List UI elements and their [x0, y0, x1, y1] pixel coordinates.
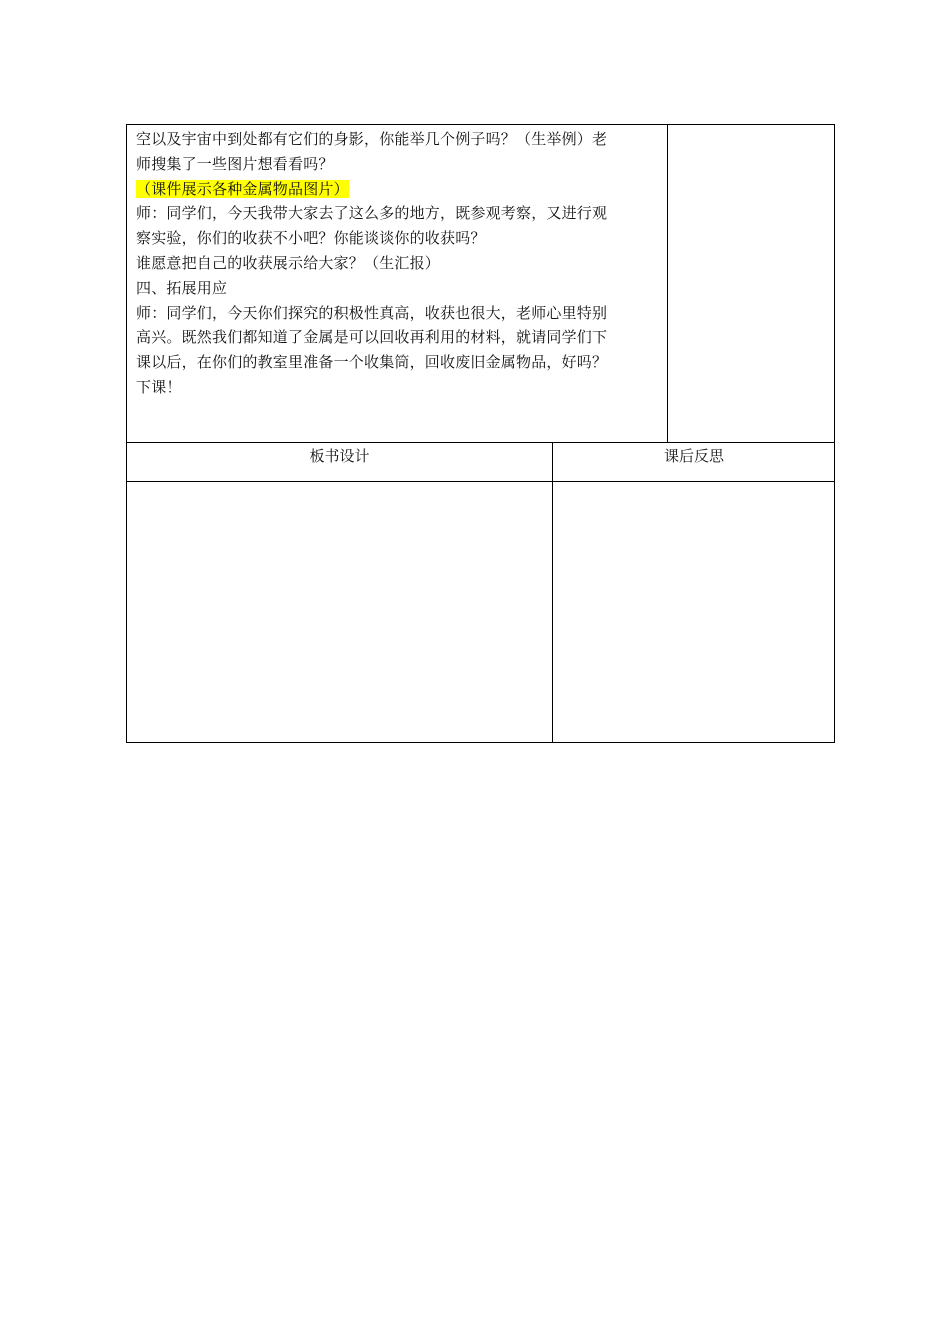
process-line-2: 师搜集了一些图片想看看吗？: [136, 154, 334, 173]
highlighted-courseware-note: （课件展示各种金属物品图片）: [136, 179, 349, 198]
process-line-8: 师：同学们，今天你们探究的积极性真高，收获也很大，老师心里特别: [136, 303, 608, 322]
process-line-10: 课以后，在你们的教室里准备一个收集筒，回收废旧金属物品，好吗？: [136, 353, 608, 372]
board-design-header: 板书设计: [127, 443, 553, 482]
lesson-plan-table: [126, 124, 835, 743]
process-line-5: 察实验，你们的收获不小吧？你能谈谈你的收获吗？: [136, 229, 486, 248]
process-line-1: 空以及宇宙中到处都有它们的身影，你能举几个例子吗？（生举例）老: [136, 130, 608, 148]
process-line-9: 高兴。既然我们都知道了金属是可以回收再利用的材料，就请同学们下: [136, 328, 608, 347]
notes-cell: [668, 125, 835, 443]
process-line-4: 师：同学们，今天我带大家去了这么多的地方，既参观考察，又进行观: [136, 204, 608, 223]
process-line-3: [136, 177, 659, 202]
board-design-cell: [127, 482, 553, 743]
process-line-11: 下课！: [136, 377, 182, 396]
reflection-header: 课后反思: [553, 443, 835, 482]
process-line-6: 谁愿意把自己的收获展示给大家？（生汇报）: [136, 253, 441, 272]
reflection-cell: [553, 482, 835, 743]
section-heading-extension: 四、拓展用应: [136, 278, 228, 297]
teaching-process-cell: [127, 125, 668, 443]
